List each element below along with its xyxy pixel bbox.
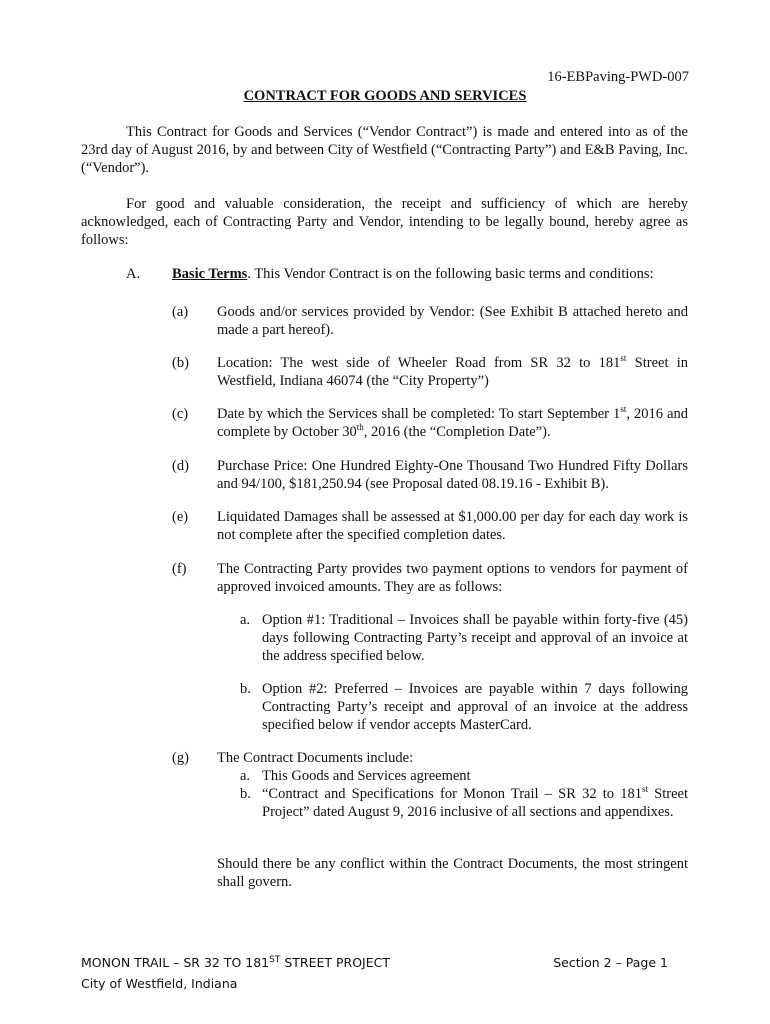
section-a-letter: A. (126, 266, 141, 282)
item-label-a: (a) (172, 304, 189, 320)
contract-doc-label-a: a. (240, 768, 251, 784)
item-label-g: (g) (172, 750, 189, 766)
payment-option-text-b: Option #2: Preferred – Invoices are payable within 7 days following Contracting Party’s receipt and approval of an invoice at the address specified below if vendor accepts MasterCard. (262, 681, 688, 733)
item-label-b: (b) (172, 355, 189, 371)
item-text-e: Liquidated Damages shall be assessed at $1,000.00 per day for each day work is not complete after the specified completion dates. (217, 509, 688, 543)
contract-doc-text-b: “Contract and Specifications for Monon Trail – SR 32 to 181st Street Project” dated August 9, 2016 inclusive of all sections and appendixes. (262, 784, 688, 820)
item-label-c: (c) (172, 406, 189, 422)
item-text-b: Location: The west side of Wheeler Road from SR 32 to 181st Street in Westfield, Indiana 46074 (the “City Property”) (217, 353, 688, 389)
footer-city: City of Westfield, Indiana (81, 976, 238, 991)
conflict-clause: Should there be any conflict within the Contract Documents, the most stringent shall govern. (217, 856, 688, 890)
consideration-paragraph: For good and valuable consideration, the receipt and sufficiency of which are hereby acknowledged, each of Contracting Party and Vendor, intending to be legally bound, hereby agree as follows: (81, 196, 688, 248)
footer-page-number: Section 2 – Page 1 (553, 955, 668, 970)
item-label-f: (f) (172, 561, 187, 577)
payment-option-text-a: Option #1: Traditional – Invoices shall be payable within forty-five (45) days following Contracting Party’s receipt and approval of an invoice at the address specified below. (262, 612, 688, 664)
contract-doc-text-a: This Goods and Services agreement (262, 768, 471, 784)
item-text-d: Purchase Price: One Hundred Eighty-One Thousand Two Hundred Fifty Dollars and 94/100, $181,250.94 (see Proposal dated 08.19.16 - Exhibit B). (217, 458, 688, 492)
section-a-heading: Basic Terms. This Vendor Contract is on the following basic terms and conditions: (172, 266, 654, 282)
payment-option-label-b: b. (240, 681, 251, 697)
document-id: 16-EBPaving-PWD-007 (547, 69, 689, 85)
item-text-g: The Contract Documents include: (217, 750, 414, 766)
document-title: CONTRACT FOR GOODS AND SERVICES (243, 88, 527, 104)
payment-option-label-a: a. (240, 612, 251, 628)
contract-doc-label-b: b. (240, 786, 251, 802)
item-text-f: The Contracting Party provides two payment options to vendors for payment of approved invoiced amounts. They are as follows: (217, 561, 688, 595)
footer-project-name: MONON TRAIL – SR 32 TO 181ST STREET PROJECT (81, 954, 391, 970)
item-text-a: Goods and/or services provided by Vendor: (See Exhibit B attached hereto and made a part hereof). (217, 304, 688, 338)
intro-paragraph: This Contract for Goods and Services (“Vendor Contract”) is made and entered into as of the 23rd day of August 2016, by and between City of Westfield (“Contracting Party”) and E&B Paving, Inc. (“Vendor”). (81, 124, 688, 176)
item-text-c: Date by which the Services shall be completed: To start September 1st, 2016 and complete by October 30th, 2016 (the “Completion Date”). (217, 404, 688, 440)
item-label-e: (e) (172, 509, 189, 525)
item-label-d: (d) (172, 458, 189, 474)
